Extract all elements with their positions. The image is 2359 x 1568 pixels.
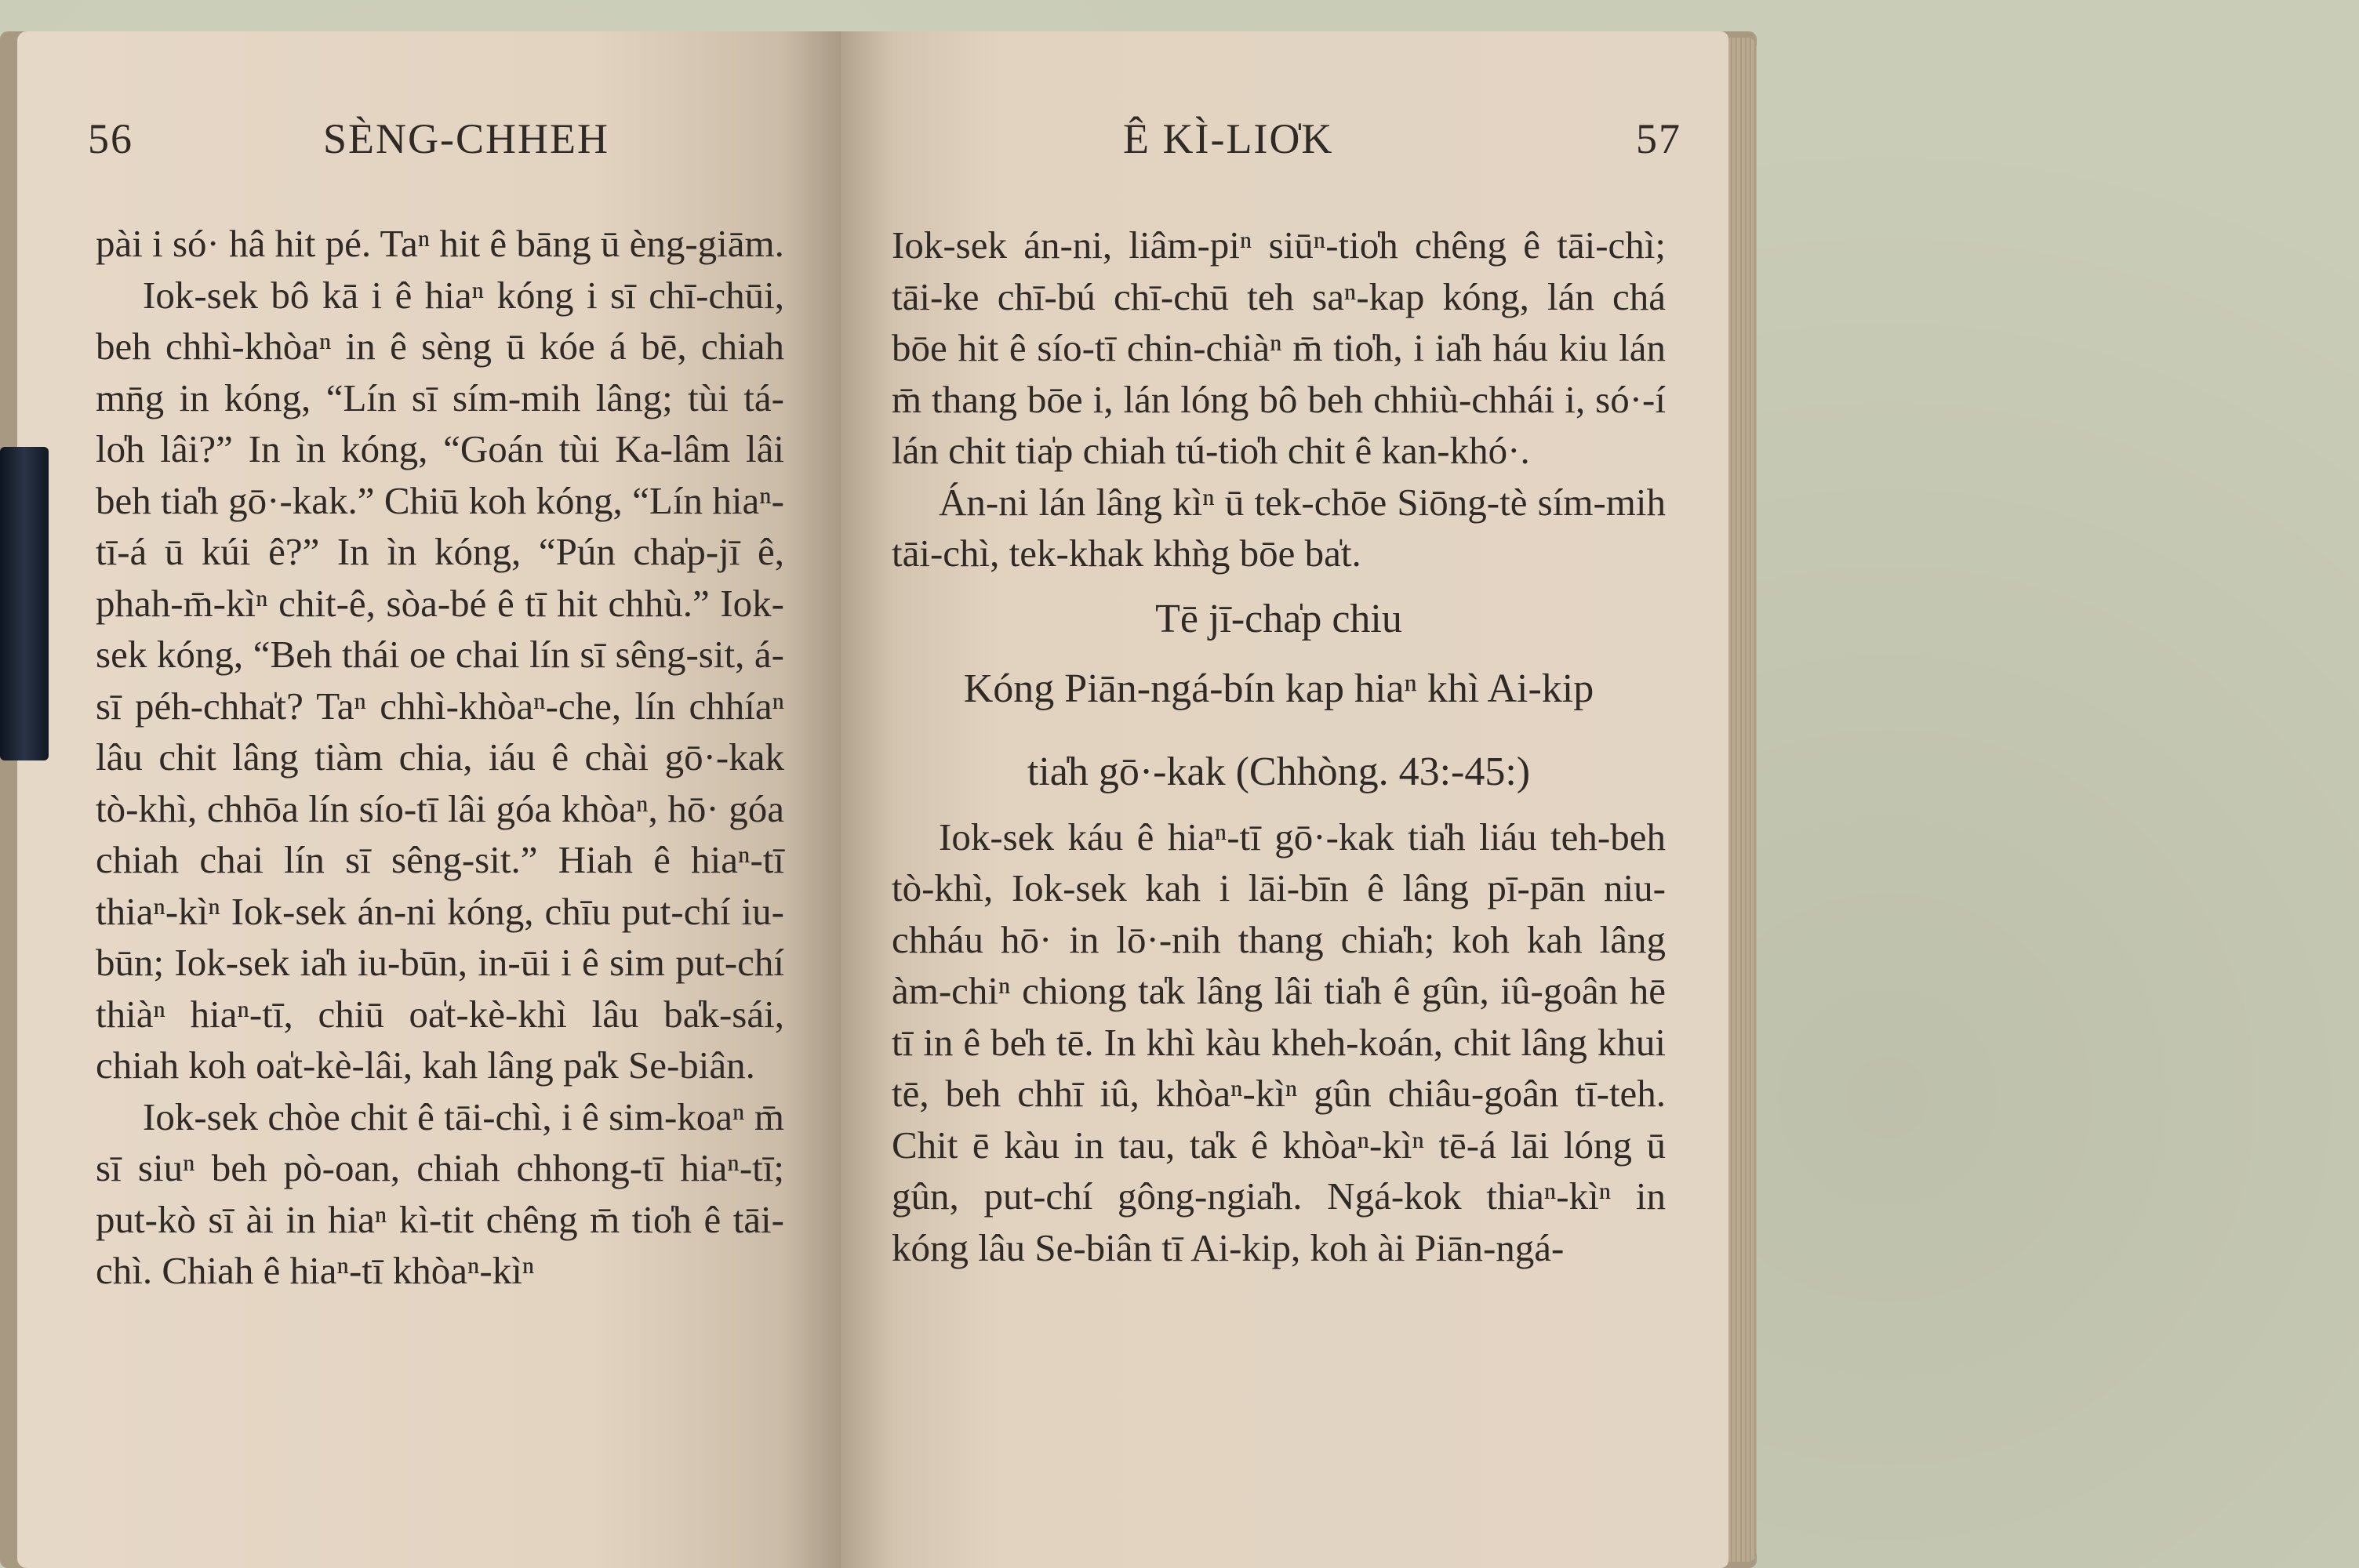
running-title: Ê KÌ-LIO̍K	[1123, 115, 1334, 162]
paragraph: pài i só· hâ hit pé. Taⁿ hit ê bāng ū èng-giām.	[96, 222, 784, 265]
paragraph: Án-ni lán lâng kìⁿ ū tek-chōe Siōng-tè sím-mih tāi-chì, tek-khak khǹg bōe ba̍t.	[892, 480, 1666, 575]
left-page-body	[96, 218, 784, 1297]
binder-clip	[0, 447, 49, 760]
paragraph: Iok-sek káu ê hiaⁿ-tī gō·-kak tia̍h liáu teh-beh tò-khì, Iok-sek kah i lāi-bīn ê lâng pī-pān niu-chháu hō· in lō·-nih thang chia̍h; koh kah lâng àm-chiⁿ chiong ta̍k lâng lâi tia̍h ê gûn, iû-goân hē tī in ê be̍h tē. In khì kàu kheh-koán, chit lâng khui tē, beh chhī iû, khòaⁿ-kìⁿ gûn chiâu-goân tī-teh. Chit ē kàu in tau, ta̍k ê khòaⁿ-kìⁿ tē-á lāi lóng ū gûn, put-chí gông-ngia̍h. Ngá-kok thiaⁿ-kìⁿ in kóng lâu Se-biân tī Ai-kip, koh ài Piān-ngá-	[892, 815, 1666, 1269]
page-edges	[1728, 38, 1757, 1562]
paragraph: Iok-sek chòe chit ê tāi-chì, i ê sim-koaⁿ m̄ sī siuⁿ beh pò-oan, chiah chhong-tī hiaⁿ-tī; put-kò sī ài in hiaⁿ kì-tit chêng m̄ tio̍h ê tāi-chì. Chiah ê hiaⁿ-tī khòaⁿ-kìⁿ	[96, 1094, 784, 1292]
paragraph: Iok-sek án-ni, liâm-piⁿ siūⁿ-tio̍h chêng ê tāi-chì; tāi-ke chī-bú chī-chū teh saⁿ-kap kóng, lán chá bōe hit ê sío-tī chin-chiàⁿ m̄ tio̍h, i ia̍h háu kiu lán m̄ thang bōe i, lán lóng bô beh chhiù-chhái i, só·-í lán chit tia̍p chiah tú-tio̍h chit ê kan-khó·.	[892, 223, 1666, 472]
running-title: SÈNG-CHHEH	[323, 115, 609, 162]
left-page	[17, 31, 839, 1568]
page-number: 57	[1636, 115, 1681, 162]
section-heading: Kóng Piān-ngá-bín kap hiaⁿ khì Ai-kip	[963, 666, 1594, 711]
right-page-body	[892, 220, 1666, 1273]
section-title: Tē jī-cha̍p chiu	[1155, 596, 1402, 641]
paragraph: Iok-sek bô kā i ê hiaⁿ kóng i sī chī-chūi, beh chhì-khòaⁿ in ê sèng ū kóe á bē, chiah mn̄g in kóng, “Lín sī sím-mih lâng; tùi tá-lo̍h lâi?” In ìn kóng, “Goán tùi Ka-lâm lâi beh tia̍h gō·-kak.” Chiū koh kóng, “Lín hiaⁿ-tī-á ū kúi ê?” In ìn kóng, “Pún cha̍p-jī ê, phah-m̄-kìⁿ chit-ê, sòa-bé ê tī hit chhù.” Iok-sek kóng, “Beh thái oe chai lín sī sêng-sit, á-sī péh-chha̍t? Taⁿ chhì-khòaⁿ-che, lín chhíaⁿ lâu chit lâng tiàm chia, iáu ê chài gō·-kak tò-khì, chhōa lín sío-tī lâi góa khòaⁿ, hō· góa chiah chai lín sī sêng-sit.” Hiah ê hiaⁿ-tī thiaⁿ-kìⁿ Iok-sek án-ni kóng, chīu put-chí iu-būn; Iok-sek ia̍h iu-būn, in-ūi i ê sim put-chí thiàⁿ hiaⁿ-tī, chiū oa̍t-kè-khì lâu ba̍k-sái, chiah koh oa̍t-kè-lâi, kah lâng pa̍k Se-biân.	[96, 273, 784, 1087]
right-page-header	[888, 114, 1681, 169]
left-page-header	[88, 114, 792, 169]
page-number: 56	[88, 115, 133, 162]
section-subheading: tia̍h gō·-kak (Chhòng. 43:-45:)	[1027, 749, 1531, 794]
right-page	[841, 31, 1728, 1568]
open-book	[0, 31, 1757, 1568]
